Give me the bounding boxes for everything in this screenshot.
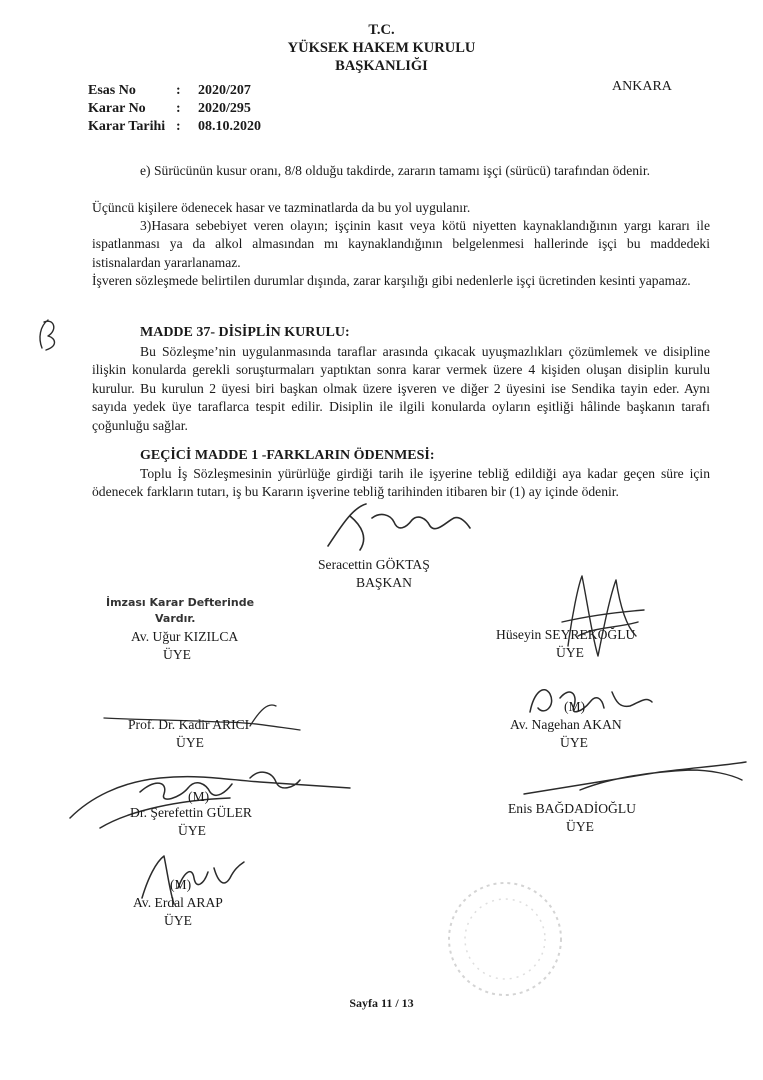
guler-name: Dr. Şerefettin GÜLER: [130, 805, 252, 820]
signature-goktas: [310, 498, 480, 558]
karar-value: 2020/295: [198, 101, 251, 116]
stamp-text-2: Vardır.: [155, 612, 196, 625]
arici-name: Prof. Dr. Kadir ARICI: [128, 717, 250, 732]
paragraph-3: 3)Hasara sebebiyet veren olayın; işçinin kasıt veya kötü niyetten kaynaklandığının yargı kararı ile ispatlanması ya da alkol almasından mı kaynaklandığının belgelenmesi hallerinde işçi bu maddedeki istisnalardan yararlanamaz.: [92, 218, 710, 270]
page-number: Sayfa 11 / 13: [349, 996, 414, 1010]
kizilca-role: ÜYE: [163, 647, 191, 662]
heading-gecici-madde-1: GEÇİCİ MADDE 1 -FARKLARIN ÖDENMESİ:: [140, 448, 435, 463]
margin-mark-icon: [30, 316, 70, 356]
paragraph-madde-37: Bu Sözleşme’nin uygulanmasında taraflar arasında çıkacak uyuşmazlıkları çözümlemek ve disipline ilişkin konularda gerekli soruşturmaları yaptıktan sonra karar vermek üzere 4 kişiden oluşan disiplin kurulu kurulur. Bu kurulun 2 üyesi biri başkan olmak üzere işveren ve diğer 2 üyesini ise Sendika tayin eder. Aynı sayıda yedek üye taraflarca tespit edilir. Disiplin ile ilgili konularda oyların eşitliği hâlinde başkanın tarafı çoğunluğu sağlar.: [92, 344, 710, 433]
city: ANKARA: [612, 79, 672, 94]
paragraph-deduction: İşveren sözleşmede belirtilen durumlar dışında, zarar karşılığı gibi nedenlerle işçi ücretinden kesinti yapamaz.: [92, 273, 691, 288]
stamp-text-1: İmzası Karar Defterinde: [106, 596, 255, 609]
tarih-label: Karar Tarihi: [88, 119, 166, 134]
karar-label: Karar No: [88, 101, 146, 116]
arap-role: ÜYE: [164, 913, 192, 928]
paragraph-e: e) Sürücünün kusur oranı, 8/8 olduğu takdirde, zararın tamamı işçi (sürücü) tarafından ödenir.: [140, 163, 650, 178]
header-presidency: BAŞKANLIĞI: [335, 58, 428, 74]
meta-esas: [88, 83, 251, 99]
arici-role: ÜYE: [176, 735, 204, 750]
baskan-role: BAŞKAN: [356, 575, 412, 590]
paragraph-third-party: Üçüncü kişilere ödenecek hasar ve tazminatlarda da bu yol uygulanır.: [92, 200, 471, 215]
guler-mark: (M): [188, 789, 210, 804]
heading-madde-37: MADDE 37- DİSİPLİN KURULU:: [140, 325, 350, 340]
akan-mark: (M): [564, 699, 586, 714]
tarih-colon: :: [176, 119, 181, 134]
guler-role: ÜYE: [178, 823, 206, 838]
bagdadioglu-name: Enis BAĞDADİOĞLU: [508, 801, 636, 816]
seyrekoglu-role: ÜYE: [556, 645, 584, 660]
esas-colon: :: [176, 83, 181, 98]
baskan-name: Seracettin GÖKTAŞ: [318, 557, 430, 572]
karar-colon: :: [176, 101, 181, 116]
header-tc: T.C.: [368, 22, 395, 38]
signature-guler: [60, 748, 360, 838]
esas-value: 2020/207: [198, 83, 251, 98]
tarih-value: 08.10.2020: [198, 119, 261, 134]
seyrekoglu-name: Hüseyin SEYREKOĞLU: [496, 627, 636, 642]
paragraph-gecici-madde-1: Toplu İş Sözleşmesinin yürürlüğe girdiği tarih ile işyerine tebliğ edildiği aya kadar geçen süre için ödenecek farkların tutarı, iş bu Kararın işverine tebliğ tarihinden itibaren bir (1) ay içinde ödenir.: [92, 466, 710, 500]
akan-name: Av. Nagehan AKAN: [510, 717, 622, 732]
kizilca-name: Av. Uğur KIZILCA: [131, 629, 239, 644]
meta-tarih: [88, 119, 261, 135]
esas-label: Esas No: [88, 83, 136, 98]
seal-icon: [440, 874, 570, 1004]
header-institution: YÜKSEK HAKEM KURULU: [287, 40, 476, 56]
arap-mark: (M): [170, 877, 192, 892]
arap-name: Av. Erdal ARAP: [133, 895, 223, 910]
meta-karar: [88, 101, 251, 117]
akan-role: ÜYE: [560, 735, 588, 750]
bagdadioglu-role: ÜYE: [566, 819, 594, 834]
